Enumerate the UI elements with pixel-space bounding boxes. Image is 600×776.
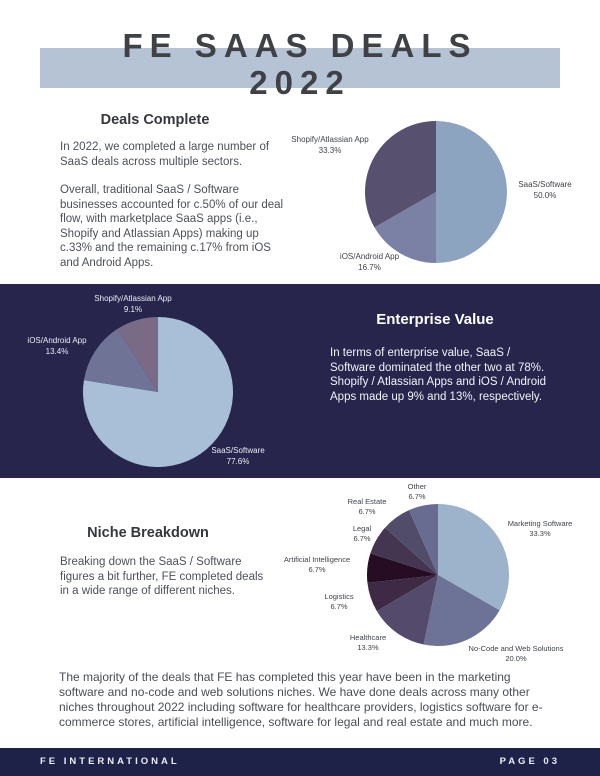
pie3-label-marketing-name: Marketing Software [507, 519, 573, 528]
pie3-label-logistics-pct: 6.7% [330, 601, 348, 611]
deals-complete-pie-chart [365, 121, 507, 263]
pie1-label-ios [322, 252, 417, 273]
pie3-label-ai-pct: 6.7% [308, 564, 326, 574]
pie3-label-other-name: Other [407, 482, 427, 491]
page-title-line1: FE SAAS DEALS [122, 27, 478, 64]
pie3-label-real-estate [329, 497, 405, 517]
deals-complete-paragraph-1: In 2022, we completed a large number of SaaS deals across multiple sectors. [60, 141, 270, 168]
pie2-label-saas-name: SaaS/Software [211, 446, 265, 455]
pie1-label-saas-name: SaaS/Software [518, 180, 572, 189]
pie3-label-healthcare-pct: 13.3% [357, 642, 379, 652]
niche-breakdown-heading: Niche Breakdown [87, 525, 209, 541]
pie3-label-real-estate-name: Real Estate [347, 497, 387, 506]
pie1-label-shopify-name: Shopify/Atlassian App [291, 135, 369, 144]
pie1-label-ios-pct: 16.7% [358, 262, 381, 272]
niche-breakdown-paragraph: Breaking down the SaaS / Software figures a bit further, FE completed deals in a wide range of different niches. [60, 556, 264, 597]
enterprise-value-paragraph: In terms of enterprise value, SaaS / Software dominated the other two at 78%. Shopify / Atlassian Apps and iOS / Android Apps made up 9% and 13%, respectively. [330, 347, 547, 403]
enterprise-value-heading: Enterprise Value [376, 311, 494, 328]
pie3-label-legal [334, 524, 390, 544]
pie1-label-saas [500, 180, 590, 201]
pie2-label-saas-pct: 77.6% [226, 456, 250, 466]
closing-paragraph: The majority of the deals that FE has completed this year have been in the marketing software and no-code and web solutions niches. We have done deals across many other niches throughout 2022 including software for healthcare providers, logistics software for e-commerce stores, artificial intelligence, software for legal and real estate and much more. [59, 670, 543, 729]
deals-complete-heading: Deals Complete [100, 112, 210, 128]
pie3-label-ai [269, 555, 365, 575]
pie3-label-logistics-name: Logistics [324, 592, 354, 601]
pie2-label-ios-pct: 13.4% [45, 346, 69, 356]
pie1-label-saas-pct: 50.0% [533, 190, 557, 200]
pie3-label-healthcare [339, 633, 397, 653]
page-title-line2: 2022 [249, 64, 351, 101]
pie3-label-nocode-name: No-Code and Web Solutions [468, 644, 564, 653]
pie3-label-marketing-pct: 33.3% [529, 528, 551, 538]
footer-page-number: PAGE 03 [499, 756, 560, 767]
pie3-label-logistics [311, 592, 367, 612]
pie1-label-shopify [277, 135, 383, 156]
pie3-label-nocode-pct: 20.0% [505, 653, 527, 663]
pie3-label-other-pct: 6.7% [408, 491, 426, 501]
page-title [0, 27, 600, 101]
pie2-label-saas [188, 446, 288, 467]
pie2-label-ios-name: iOS/Android App [27, 336, 87, 345]
pie2-label-shopify-pct: 9.1% [123, 304, 143, 314]
pie3-label-nocode [436, 644, 596, 664]
pie3-label-ai-name: Artificial Intelligence [283, 555, 351, 564]
pie3-label-legal-name: Legal [352, 524, 372, 533]
pie3-label-marketing [490, 519, 590, 539]
pie1-label-ios-name: iOS/Android App [339, 252, 400, 261]
pie3-label-real-estate-pct: 6.7% [358, 506, 376, 516]
pie3-label-healthcare-name: Healthcare [349, 633, 387, 642]
pie2-label-shopify [78, 294, 188, 315]
pie2-label-shopify-name: Shopify/Atlassian App [94, 294, 172, 303]
pie2-label-ios [8, 336, 106, 357]
footer-company: FE INTERNATIONAL [40, 756, 180, 767]
pie1-label-shopify-pct: 33.3% [318, 145, 342, 155]
pie3-label-legal-pct: 6.7% [353, 533, 371, 543]
deals-complete-paragraph-2: Overall, traditional SaaS / Software businesses accounted for c.50% of our deal flow, with marketplace SaaS apps (i.e., Shopify and Atlassian Apps) making up c.33% and the remaining c.17% from iOS and Android Apps. [60, 184, 284, 269]
